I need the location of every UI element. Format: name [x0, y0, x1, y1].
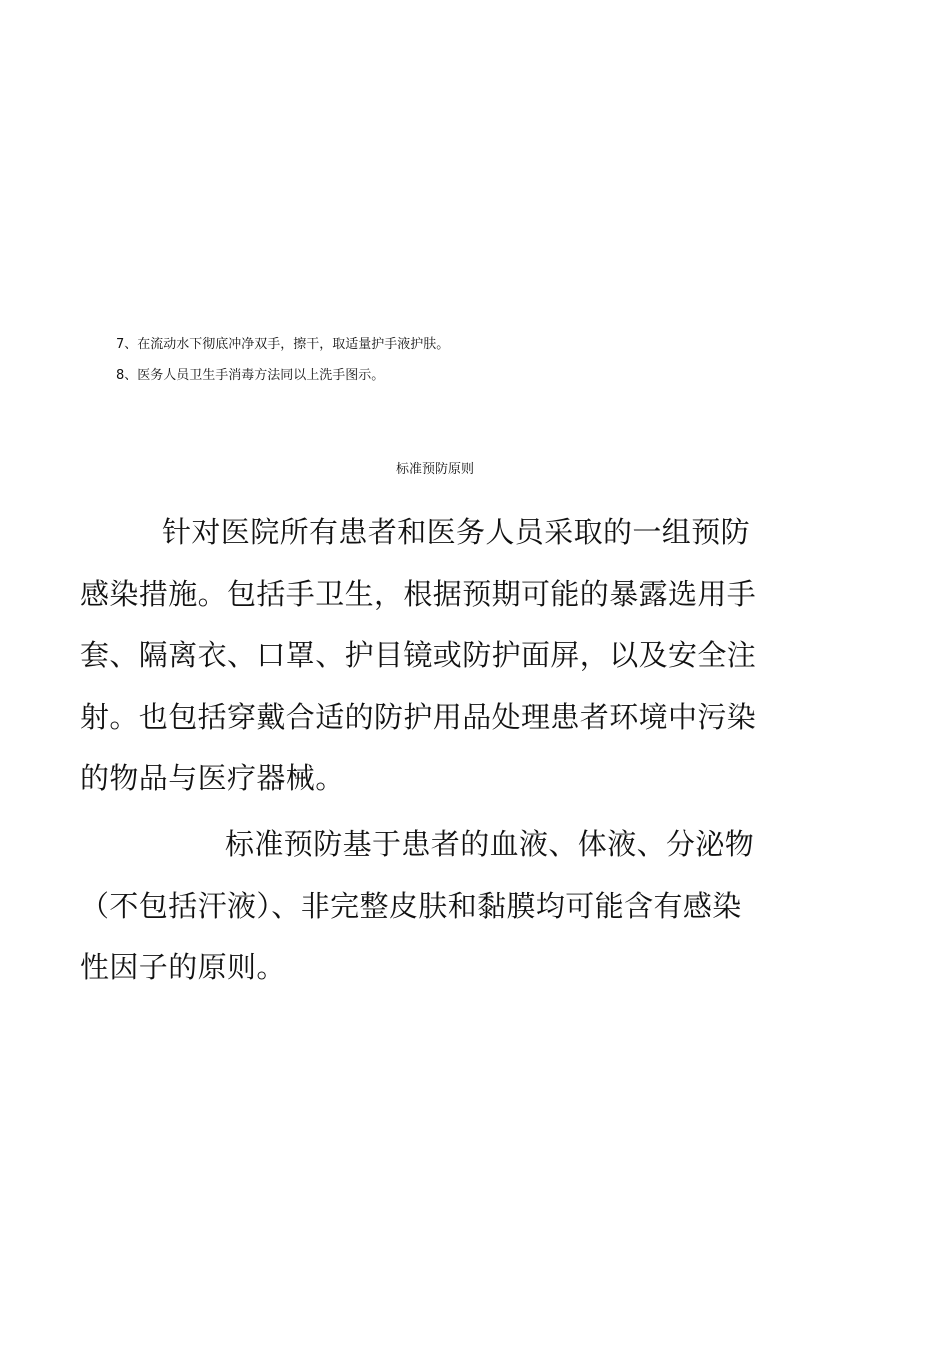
step-8-text: 8、医务人员卫生手消毒方法同以上洗手图示。	[116, 368, 385, 383]
section-title: 标准预防原则	[395, 462, 474, 477]
paragraph-definition: 针对医院所有患者和医务人员采取的一组预防感染措施。包括手卫生，根据预期可能的暴露选用手套、隔离衣、口罩、护目镜或防护面屏，以及安全注射。也包括穿戴合适的防护用品处理患者环境中污染的物品与医疗器械。	[80, 515, 757, 795]
paragraph-principle: 标准预防基于患者的血液、体液、分泌物（不包括汗液）、非完整皮肤和黏膜均可能含有感染性因子的原则。	[80, 827, 755, 984]
step-7-text: 7、在流动水下彻底冲净双手，擦干，取适量护手液护肤。	[116, 337, 450, 352]
